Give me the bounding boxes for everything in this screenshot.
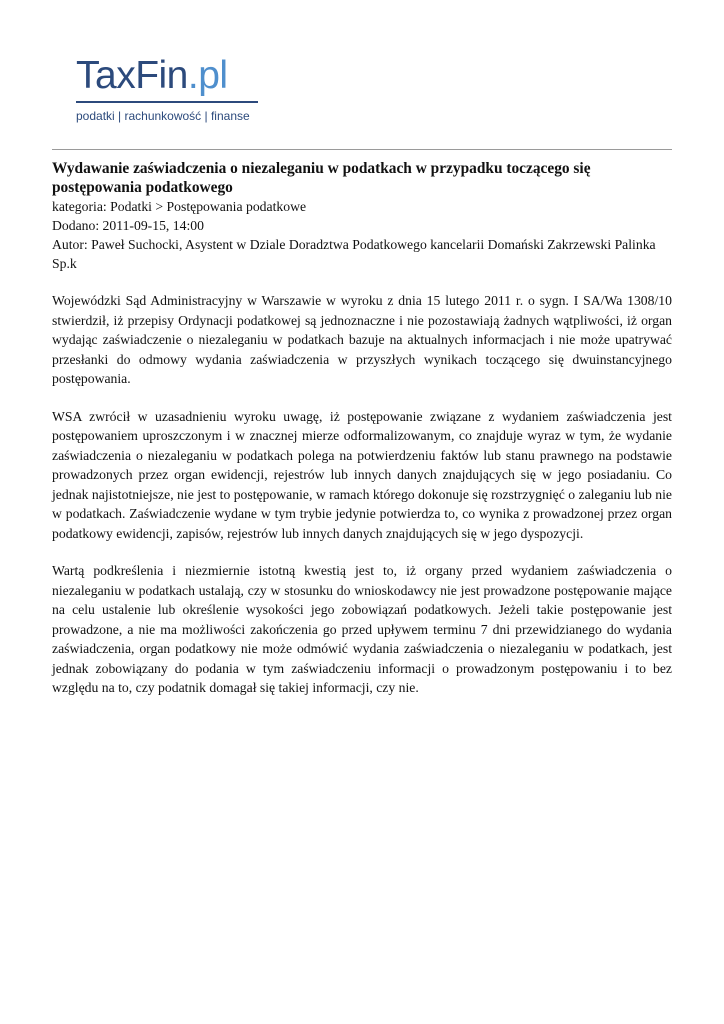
- logo-tagline: podatki | rachunkowość | finanse: [76, 109, 250, 123]
- taxfin-logo: [76, 54, 276, 134]
- article-paragraph-3: Wartą podkreślenia i niezmiernie istotną kwestią jest to, iż organy przed wydaniem zaświadczenia o niezaleganiu w podatkach ustalają, czy w stosunku do wnioskodawcy nie jest prowadzone postępowanie mające na celu ustalenie lub określenie wysokości jego zobowiązań podatkowych. Jeżeli takie postępowanie jest prowadzone, a nie ma możliwości zakończenia go przed upływem terminu 7 dni przewidzianego do wydania zaświadczenia, organ podatkowy nie może odmówić wydania zaświadczenia o niezaleganiu w podatkach, jest jednak zobowiązany do podania w tym zaświadczeniu informacji o prowadzonym postępowaniu i to bez względu na to, czy podatnik domagał się takiej informacji, czy nie.: [52, 563, 672, 695]
- article: [52, 159, 672, 698]
- article-date: Dodano: 2011-09-15, 14:00: [52, 218, 204, 233]
- article-title: Wydawanie zaświadczenia o niezaleganiu w podatkach w przypadku toczącego się postępowania podatkowego: [52, 160, 591, 196]
- article-author: Autor: Paweł Suchocki, Asystent w Dziale Doradztwa Podatkowego kancelarii Domański Zakrzewski Palinka Sp.k: [52, 237, 656, 271]
- logo-domain: .pl: [187, 54, 228, 97]
- logo-name: TaxFin: [76, 54, 188, 97]
- logo-underline: [76, 101, 258, 103]
- article-paragraph-1: Wojewódzki Sąd Administracyjny w Warszawie w wyroku z dnia 15 lutego 2011 r. o sygn. I SA/Wa 1308/10 stwierdził, iż przepisy Ordynacji podatkowej są jednoznaczne i nie pozostawiają żadnych wątpliwości, iż organ wydając zaświadczenie o niezaleganiu w podatkach bazuje na aktualnych informacjach i nie może upatrywać przesłanki do odmowy wydania zaświadczenia w przyszłych wynikach toczącego się dwuinstancyjnego postępowania.: [52, 293, 672, 386]
- article-category: kategoria: Podatki > Postępowania podatkowe: [52, 199, 307, 214]
- article-paragraph-2: WSA zwrócił w uzasadnieniu wyroku uwagę, iż postępowanie związane z wydaniem zaświadczenia jest postępowaniem uproszczonym i w znacznej mierze odformalizowanym, co znajduje wyraz w tym, że wydanie zaświadczenia o niezaleganiu w podatkach polega na potwierdzeniu faktów lub stanu prawnego na podstawie prowadzonych przez organ ewidencji, rejestrów lub innych danych znajdujących się w jego posiadaniu. Co jednak najistotniejsze, nie jest to postępowanie, w ramach którego dokonuje się rozstrzygnięć o zaleganiu lub nie w podatkach. Zaświadczenie wydane w tym trybie jedynie potwierdza to, co wynika z prowadzonej przez organ podatkowy ewidencji, zapisów, rejestrów lub innych danych znajdujących się w jego dyspozycji.: [52, 408, 672, 541]
- header-divider: [52, 149, 672, 150]
- logo-wordmark: [76, 54, 228, 98]
